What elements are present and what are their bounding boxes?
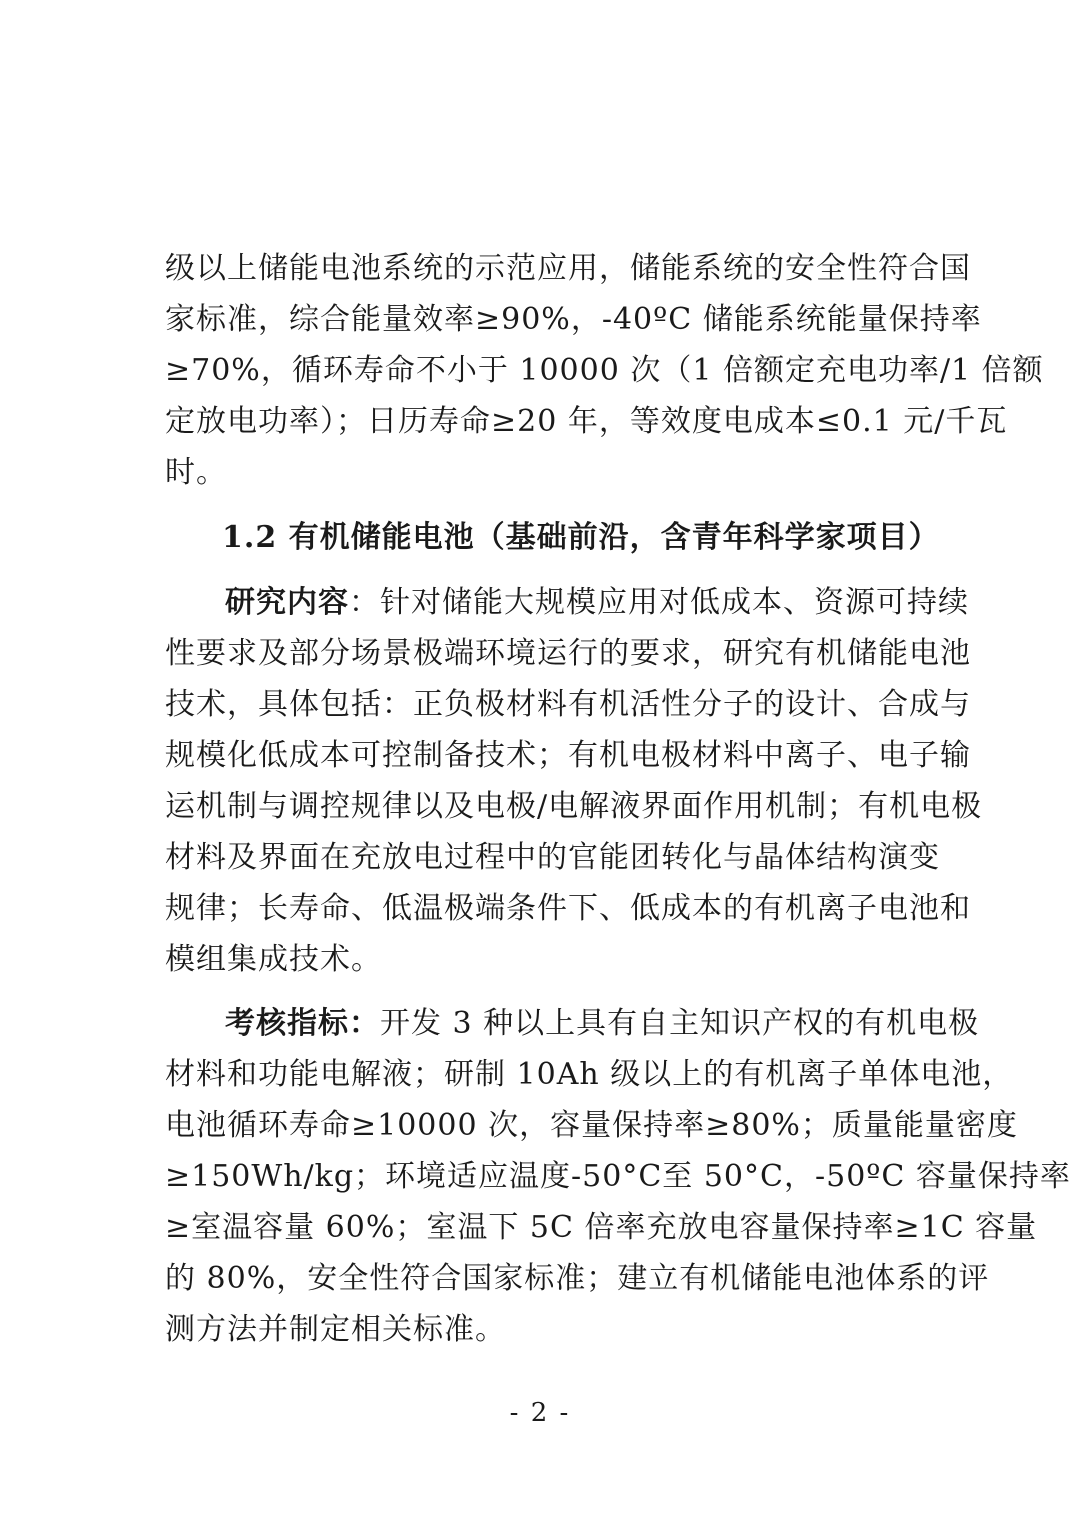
section-heading: 1.2 有机储能电池（基础前沿，含青年科学家项目） — [222, 520, 940, 555]
intro-line-4: 定放电功率）；日历寿命≥20 年，等效度电成本≤0.1 元/千瓦 — [165, 404, 1008, 439]
assessment-line-3: 电池循环寿命≥10000 次，容量保持率≥80%；质量能量密度 — [165, 1108, 1018, 1143]
intro-line-5: 时。 — [165, 455, 227, 490]
assessment-line-7: 测方法并制定相关标准。 — [165, 1312, 506, 1347]
research-line-8: 模组集成技术。 — [165, 942, 382, 977]
page-number: - 2 - — [509, 1398, 571, 1428]
assessment-line-2: 材料和功能电解液；研制 10Ah 级以上的有机离子单体电池， — [165, 1057, 1014, 1092]
research-line-7: 规律；长寿命、低温极端条件下、低成本的有机离子电池和 — [165, 891, 971, 926]
research-label: 研究内容 — [225, 585, 349, 620]
research-line-1 — [225, 577, 969, 629]
research-line-3: 技术，具体包括：正负极材料有机活性分子的设计、合成与 — [165, 687, 971, 722]
research-first-line: ：针对储能大规模应用对低成本、资源可持续 — [349, 585, 969, 620]
assessment-line-6: 的 80%，安全性符合国家标准；建立有机储能电池体系的评 — [165, 1261, 990, 1296]
research-line-2: 性要求及部分场景极端环境运行的要求，研究有机储能电池 — [165, 636, 971, 671]
assessment-label: 考核指标： — [225, 1006, 380, 1041]
research-line-6: 材料及界面在充放电过程中的官能团转化与晶体结构演变 — [165, 840, 940, 875]
research-line-4: 规模化低成本可控制备技术；有机电极材料中离子、电子输 — [165, 738, 971, 773]
assessment-first-line: 开发 3 种以上具有自主知识产权的有机电极 — [380, 1006, 980, 1041]
assessment-line-4: ≥150Wh/kg；环境适应温度-50°C至 50°C，-50ºC 容量保持率 — [165, 1159, 1071, 1194]
research-line-5: 运机制与调控规律以及电极/电解液界面作用机制；有机电极 — [165, 789, 983, 824]
assessment-line-1 — [225, 998, 980, 1050]
intro-line-3: ≥70%，循环寿命不小于 10000 次（1 倍额定充电功率/1 倍额 — [165, 353, 1044, 388]
intro-line-2: 家标准，综合能量效率≥90%，-40ºC 储能系统能量保持率 — [165, 302, 982, 337]
assessment-line-5: ≥室温容量 60%；室温下 5C 倍率充放电容量保持率≥1C 容量 — [165, 1210, 1038, 1245]
intro-line-1: 级以上储能电池系统的示范应用，储能系统的安全性符合国 — [165, 251, 971, 286]
